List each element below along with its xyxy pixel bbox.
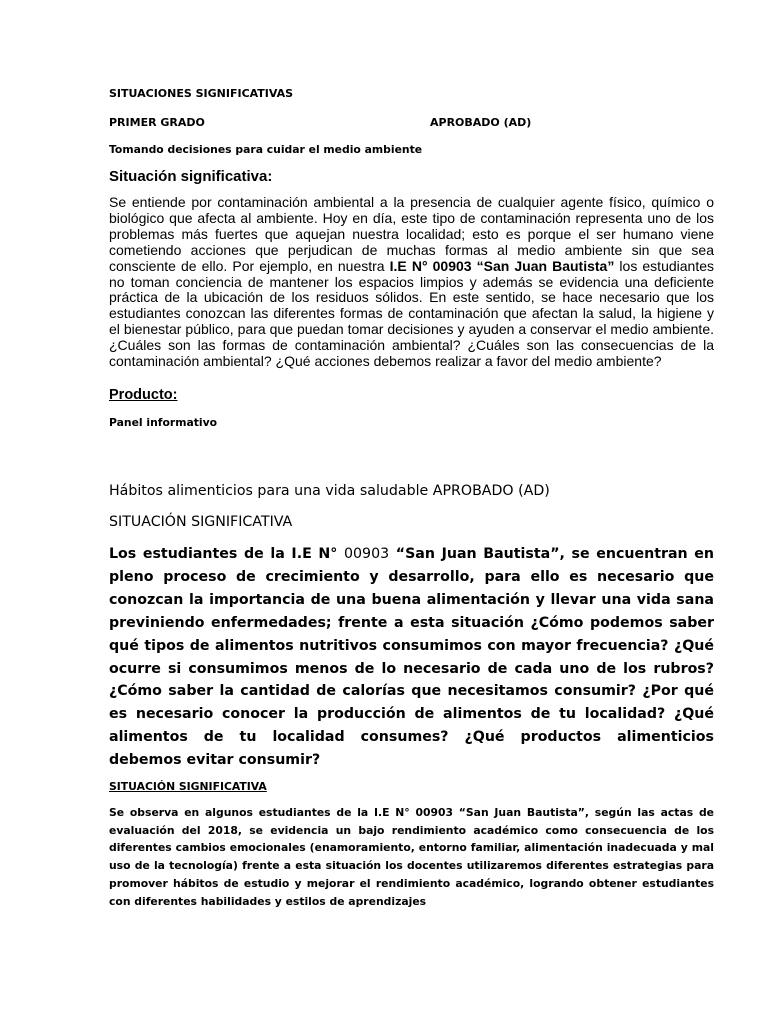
situation-paragraph-3: Se observa en algunos estudiantes de la I.E N° 00903 “San Juan Bautista”, según las actas de evaluación del 2018, se evidencia un bajo rendimiento académico como consecuencia de los diferentes cambios emocionales (enamoramiento, entorno familiar, alimentación inadecuada y mal uso de la tecnología) frente a esta situación los docentes utilizaremos diferentes estrategias para promover hábitos de estudio y mejorar el rendimiento académico, logrando obtener estudiantes con diferentes habilidades y estilos de aprendizajes [109,806,714,908]
topic-title-2: Hábitos alimenticios para una vida saludable APROBADO (AD) [109,483,550,499]
situation-paragraph-2: Los estudiantes de la I.E N° 00903 “San Juan Bautista”, se encuentran en pleno proceso de crecimiento y desarrollo, para ello es necesario que conozcan la importancia de una buena alimentación y llevar una vida sana previniendo enfermedades; frente a esta situación ¿Cómo podemos saber qué tipos de alimentos nutritivos consumimos con mayor frecuencia? ¿Qué ocurre si consumimos menos de lo necesario de cada uno de los rubros? ¿Cómo saber la cantidad de calorías que necesitamos consumir? ¿Por qué es necesario conocer la producción de alimentos de tu localidad? ¿Qué alimentos de tu localidad consumes? ¿Qué productos alimenticios debemos evitar consumir? [109,546,714,769]
situation-heading-2: SITUACIÓN SIGNIFICATIVA [109,514,293,530]
situation-paragraph-1: Se entiende por contaminación ambiental a la presencia de cualquier agente físico, químico o biológico que afecta al ambiente. Hoy en día, este tipo de contaminación representa uno de los problemas más fuertes que aquejan nuestra localidad; esto es porque el ser humano viene cometiendo acciones que perjudican de muchas formas al medio ambiente sin que sea consciente de ello. Por ejemplo, en nuestra I.E N° 00903 “San Juan Bautista” los estudiantes no toman conciencia de mantener los espacios limpios y además se evidencia una deficiente práctica de la ubicación de los residuos sólidos. En este sentido, se hace necesario que los estudiantes conozcan las diferentes formas de contaminación que afectan la salud, la higiene y el bienestar público, para que puedan tomar decisiones y ayuden a conservar el medio ambiente. ¿Cuáles son las formas de contaminación ambiental? ¿Cuáles son las consecuencias de la contaminación ambiental? ¿Qué acciones debemos realizar a favor del medio ambiente? [109,194,715,370]
situation-heading-3: SITUACIÓN SIGNIFICATIVA [109,780,267,793]
product-label: Producto: [109,387,178,403]
topic-title-1: Tomando decisiones para cuidar el medio ambiente [109,143,423,156]
product-value: Panel informativo [109,416,218,429]
main-heading: SITUACIONES SIGNIFICATIVAS [109,87,294,100]
situation-label-1: Situación significativa: [109,168,273,185]
approved-label-1: APROBADO (AD) [430,116,532,129]
grade-label: PRIMER GRADO [109,116,205,129]
